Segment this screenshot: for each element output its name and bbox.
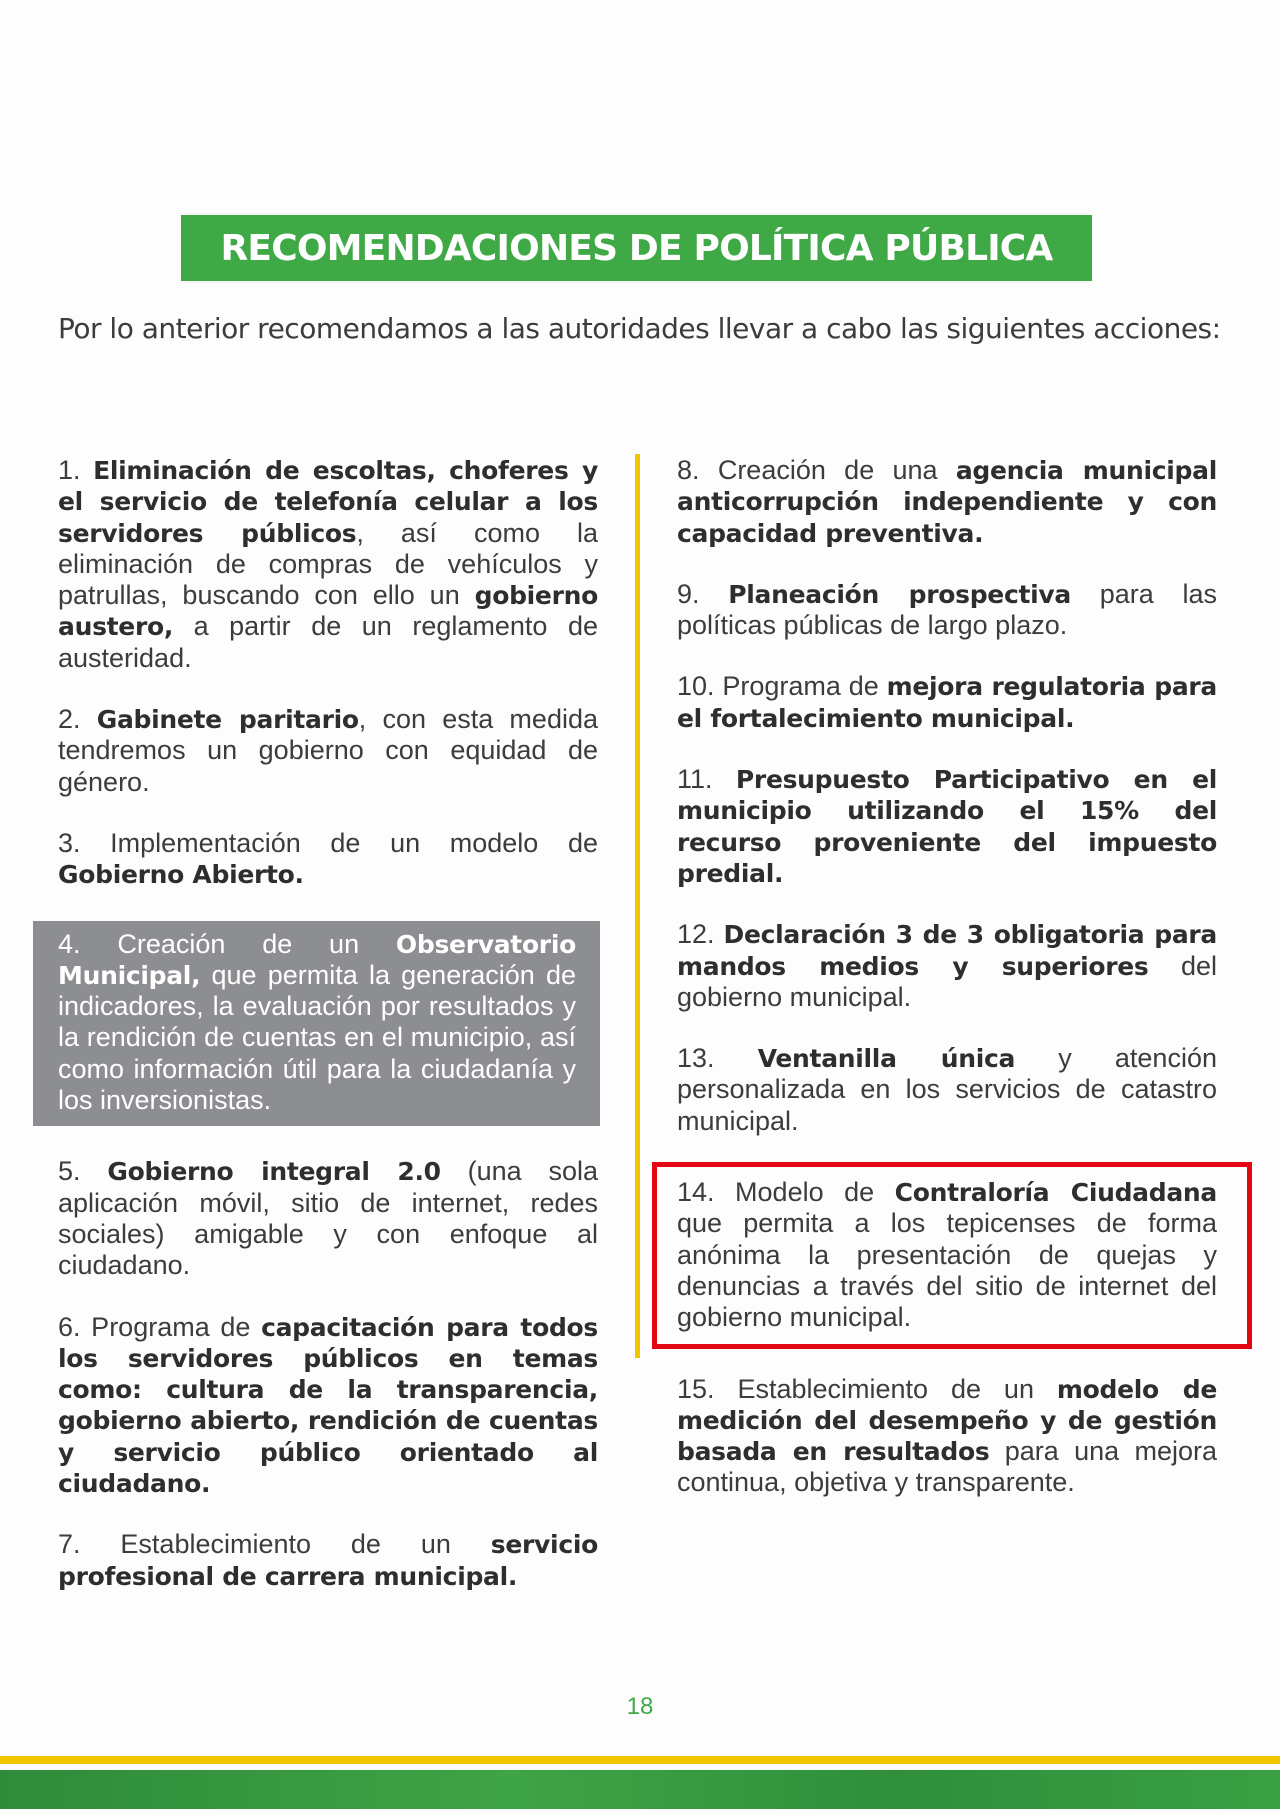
footer-yellow-stripe [0, 1756, 1280, 1764]
right-column [677, 455, 1217, 1529]
recommendation-2: 2. Gabinete paritario, con esta medida tendremos un gobierno con equidad de género. [58, 704, 598, 797]
recommendation-6: 6. Programa de capacitación para todos los servidores públicos en temas como: cultura de la transparencia, gobierno abierto, rendición de cuentas y servicio público orientado al ciudadano. [58, 1311, 598, 1499]
recommendation-13: 13. Ventanilla única y atención personalizada en los servicios de catastro municipal. [677, 1043, 1217, 1136]
recommendation-10: 10. Programa de mejora regulatoria para el fortalecimiento municipal. [677, 671, 1217, 733]
recommendation-4-highlighted: 4. Creación de un Observatorio Municipal, que permita la generación de indicadores, la evaluación por resultados y la rendición de cuentas en el municipio, así como información útil para la ciudadanía y los inversionistas. [33, 921, 600, 1127]
recommendation-11: 11. Presupuesto Participativo en el municipio utilizando el 15% del recurso proveniente del impuesto predial. [677, 764, 1217, 888]
intro-text: Por lo anterior recomendamos a las autoridades llevar a cabo las siguientes acciones: [58, 312, 1221, 345]
recommendation-8: 8. Creación de una agencia municipal anticorrupción independiente y con capacidad preventiva. [677, 455, 1217, 548]
column-divider [635, 454, 640, 1358]
recommendation-1: 1. Eliminación de escoltas, choferes y el servicio de telefonía celular a los servidores públicos, así como la eliminación de compras de vehículos y patrullas, buscando con ello un gobierno austero, a partir de un reglamento de austeridad. [58, 455, 598, 673]
recommendation-7: 7. Establecimiento de un servicio profesional de carrera municipal. [58, 1529, 598, 1591]
section-title-banner: RECOMENDACIONES DE POLÍTICA PÚBLICA [181, 215, 1092, 281]
footer-green-band [0, 1770, 1280, 1809]
recommendation-14-red-box: 14. Modelo de Contraloría Ciudadana que permita a los tepicenses de forma anónima la presentación de quejas y denuncias a través del sitio de internet del gobierno municipal. [657, 1167, 1247, 1343]
recommendation-3: 3. Implementación de un modelo de Gobierno Abierto. [58, 827, 598, 890]
recommendation-9: 9. Planeación prospectiva para las políticas públicas de largo plazo. [677, 578, 1217, 641]
recommendation-12: 12. Declaración 3 de 3 obligatoria para mandos medios y superiores del gobierno municipal. [677, 919, 1217, 1012]
page-number: 18 [626, 1693, 654, 1720]
recommendation-5: 5. Gobierno integral 2.0 (una sola aplicación móvil, sitio de internet, redes sociales) amigable y con enfoque al ciudadano. [58, 1156, 598, 1281]
recommendation-15: 15. Establecimiento de un modelo de medición del desempeño y de gestión basada en resultados para una mejora continua, objetiva y transparente. [677, 1373, 1218, 1498]
left-column [58, 455, 598, 1622]
